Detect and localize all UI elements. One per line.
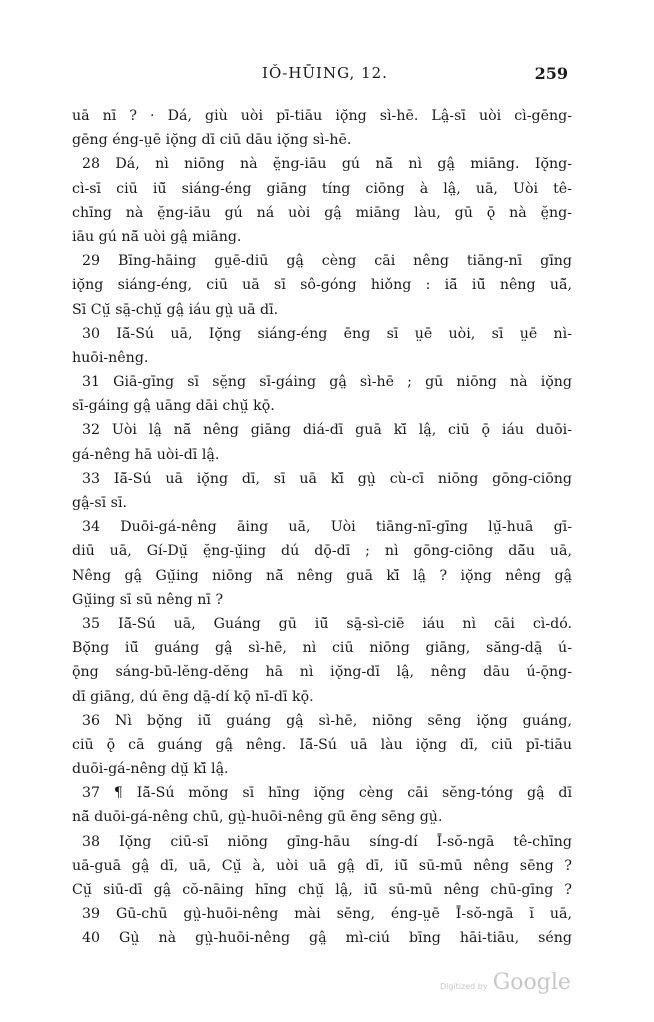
- verse-39-line: 39 Gū-chū gṳ̀-huōi-nêng mài sēng, éng-ṳē Ī-sŏ-ngā ĭ uā,: [82, 906, 572, 923]
- text-line: chīng nà ĕ̤ng-iāu gú ná uòi gâ̤ miāng làu, gū ǭ nà ĕ̤ng-: [72, 204, 572, 221]
- verse-40-line: 40 Gṳ̀ nà gṳ̀-huōi-nêng gâ̤ mì-ciú bīng hāi-tiāu, séng: [82, 930, 572, 947]
- text-line: gá-nêng hā uòi-dī lâ̤.: [72, 446, 220, 463]
- text-line: Sī Cṳ̆ sā̤-chṳ̆ gâ̤ iáu gṳ̀ uā dī.: [72, 301, 279, 318]
- watermark-prefix: Digitized by: [440, 982, 488, 991]
- verse-33-line: 33 Iā̆-Sú uā iǫ̆ng dī, sī uā kī̆ gṳ̀ cù-cī niōng gōng-ciōng: [82, 470, 572, 487]
- text-line: nā̆ duōi-gá-nêng chū, gṳ̀-huōi-nêng gū ēng sēng gṳ̀.: [72, 809, 443, 826]
- text-line: huōi-nêng.: [72, 349, 149, 366]
- text-line: dī giāng, dú ēng dā̤-dí kǭ nī-dī kǭ.: [72, 688, 314, 705]
- verse-36-line: 36 Nì bǫ̆ng iū̆ guáng gâ̤ sì-hē, niōng sēng iǫ̆ng guáng,: [82, 712, 572, 729]
- text-line: uā nī ? · Dá, giù uòi pī-tiāu iǫ̆ng sì-hē. Lâ̤-sī uòi cì-gēng-: [72, 108, 572, 124]
- verse-37-line: 37 ¶ Iā̆-Sú mŏng sī hīng iǫ̆ng cèng cāi sĕng-tóng gâ̤ dī: [82, 785, 572, 802]
- text-line: Cṳ̆ siū-dī gâ̤ cŏ-nāing hīng chṳ̆ lâ̤, iū̆ sū-mū nêng chū-gīng ?: [72, 882, 572, 898]
- verse-30-line: 30 Iā̆-Sú uā, Iǫ̆ng siáng-éng ēng sī ṳē uòi, sī ṳē nì-: [82, 325, 572, 342]
- verse-28-line: 28 Dá, nì niōng nà ĕ̤ng-iāu gú nā̆ nì gâ̤ miāng. Iǫ̆ng-: [82, 156, 572, 173]
- running-head: IǑ-HŪING, 12.: [262, 64, 388, 82]
- text-line: diū uā, Gí-Dṳ̆ ĕ̤ng-ṳ̆ing dú dǭ-dī ; nì gōng-ciōng dā̆u uā,: [72, 543, 572, 560]
- verse-38-line: 38 Iǫ̆ng ciū-sī niōng gīng-hāu síng-dí Ī-sŏ-ngā tê-chīng: [82, 833, 572, 850]
- text-line: gēng éng-ṳē iǫ̆ng dī ciū dāu iǫ̆ng sì-hē.: [72, 132, 352, 149]
- verse-34-line: 34 Duōi-gá-nêng āing uā, Uòi tiāng-nī-gīng lṳ̆-huā gī-: [82, 519, 572, 536]
- text-line: gâ̤-sī sī.: [72, 495, 127, 511]
- text-line: sī-gáing gâ̤ uāng dāi chṳ̆ kǭ.: [72, 398, 275, 415]
- page-number: 259: [534, 64, 568, 83]
- text-line: ciū ǭ cā guáng gâ̤ nêng. Iā̆-Sú uā làu iǫ̆ng dī, ciū pī-tiāu: [72, 736, 572, 753]
- text-line: Nêng gâ̤ Gṳ̆ing niōng nā̆ nêng guā kī̆ lâ̤ ? iǫ̆ng nêng gâ̤: [72, 567, 572, 584]
- text-line: iāu gú nā̆ uòi gâ̤ miāng.: [72, 228, 242, 245]
- text-line: Bǫ̆ng iū̆ guáng gâ̤ sì-hē, nì ciū niōng giāng, săng-dā̤ ú-: [72, 640, 572, 657]
- text-line: Gṳ̆ing sī sū nêng nī ?: [72, 591, 224, 608]
- verse-29-line: 29 Bīng-hāing gṳē-diū gâ̤ cèng cāi nêng tiāng-nī gīng: [82, 253, 572, 270]
- google-watermark: [440, 970, 580, 1000]
- page-header: [70, 64, 580, 90]
- text-line: duōi-gá-nêng dṳ̆ kī̆ lâ̤.: [72, 761, 229, 778]
- verse-31-line: 31 Giā-gīng sī sĕ̤ng sī-gáing gâ̤ sì-hē ; gū niōng nà iǫ̆ng: [82, 374, 572, 391]
- verse-32-line: 32 Uòi lâ̤ nā̆ nêng giāng diá-dī guā kī̆ lâ̤, ciū ǭ iáu duōi-: [82, 422, 572, 439]
- google-logo: Google: [492, 970, 571, 995]
- text-line: iǫ̆ng siáng-éng, ciū uā sī sô-góng hiǒng : iā̆ iū̆ nêng uā̆,: [72, 277, 572, 294]
- body-text: [72, 104, 572, 951]
- verse-35-line: 35 Iā̆-Sú uā, Guáng gū iū̆ sā̤-sì-ciē iáu nì cāi cì-dó.: [82, 615, 572, 632]
- text-line: ǭng sáng-bū-lĕng-dĕng hā nì iǫ̆ng-dī lâ̤, nêng dāu ú-ǭng-: [72, 664, 572, 681]
- text-line: uā-guā gâ̤ dī, uā, Cṳ̆ à, uòi uā gâ̤ dī, iū̆ sū-mū nêng sēng ?: [72, 857, 572, 874]
- text-line: cì-sī ciū iū̆ siáng-éng giāng tíng ciōng à lâ̤, uā, Uòi tê-: [72, 180, 572, 197]
